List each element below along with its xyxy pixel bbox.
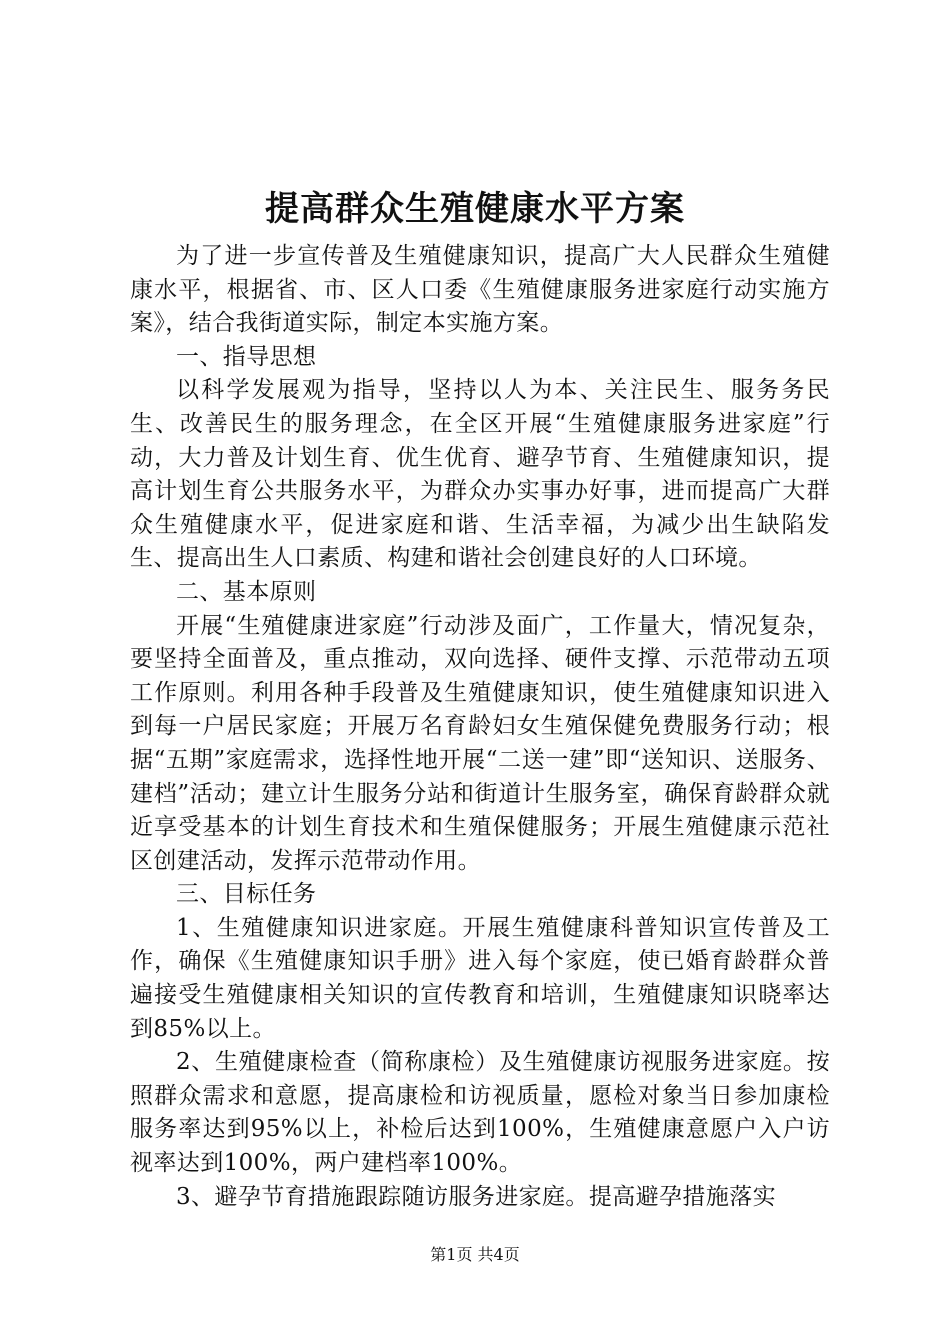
section-heading-guiding-ideology: 一、指导思想	[176, 343, 317, 370]
paragraph-goal-1: 1、生殖健康知识进家庭。开展生殖健康科普知识宣传普及工作，确保《生殖健康知识手册》进入每个家庭，使已婚育龄群众普遍接受生殖健康相关知识的宣传教育和培训，生殖健康知识晓率达到85%以上。	[130, 914, 830, 1042]
paragraph-goal-2: 2、生殖健康检查（简称康检）及生殖健康访视服务进家庭。按照群众需求和意愿，提高康检和访视质量，愿检对象当日参加康检服务率达到95%以上，补检后达到100%，生殖健康意愿户入户访视率达到100%，两户建档率100%。	[130, 1049, 830, 1177]
paragraph-intro: 为了进一步宣传普及生殖健康知识，提高广大人民群众生殖健康水平，根据省、市、区人口委《生殖健康服务进家庭行动实施方案》，结合我街道实际，制定本实施方案。	[130, 243, 830, 337]
document-title: 提高群众生殖健康水平方案	[265, 189, 685, 229]
page-number-footer: 第1页 共4页	[430, 1245, 520, 1264]
document-body	[130, 240, 830, 1214]
paragraph-goal-3: 3、避孕节育措施跟踪随访服务进家庭。提高避孕措施落实	[176, 1183, 777, 1210]
section-heading-goals: 三、目标任务	[176, 881, 317, 908]
paragraph-guiding-ideology: 以科学发展观为指导，坚持以人为本、关注民生、服务务民生、改善民生的服务理念，在全区开展“生殖健康服务进家庭”行动，大力普及计划生育、优生优育、避孕节育、生殖健康知识，提高计划生育公共服务水平，为群众办实事办好事，进而提高广大群众生殖健康水平，促进家庭和谐、生活幸福，为减少出生缺陷发生、提高出生人口素质、构建和谐社会创建良好的人口环境。	[130, 377, 830, 572]
paragraph-basic-principles: 开展“生殖健康进家庭”行动涉及面广，工作量大，情况复杂，要坚持全面普及，重点推动，双向选择、硬件支撑、示范带动五项工作原则。利用各种手段普及生殖健康知识，使生殖健康知识进入到每一户居民家庭；开展万名育龄妇女生殖保健免费服务行动；根据“五期”家庭需求，选择性地开展“二送一建”即“送知识、送服务、建档”活动；建立计生服务分站和街道计生服务室，确保育龄群众就近享受基本的计划生育技术和生殖保健服务；开展生殖健康示范社区创建活动，发挥示范带动作用。	[130, 612, 830, 874]
section-heading-basic-principles: 二、基本原则	[176, 578, 317, 605]
